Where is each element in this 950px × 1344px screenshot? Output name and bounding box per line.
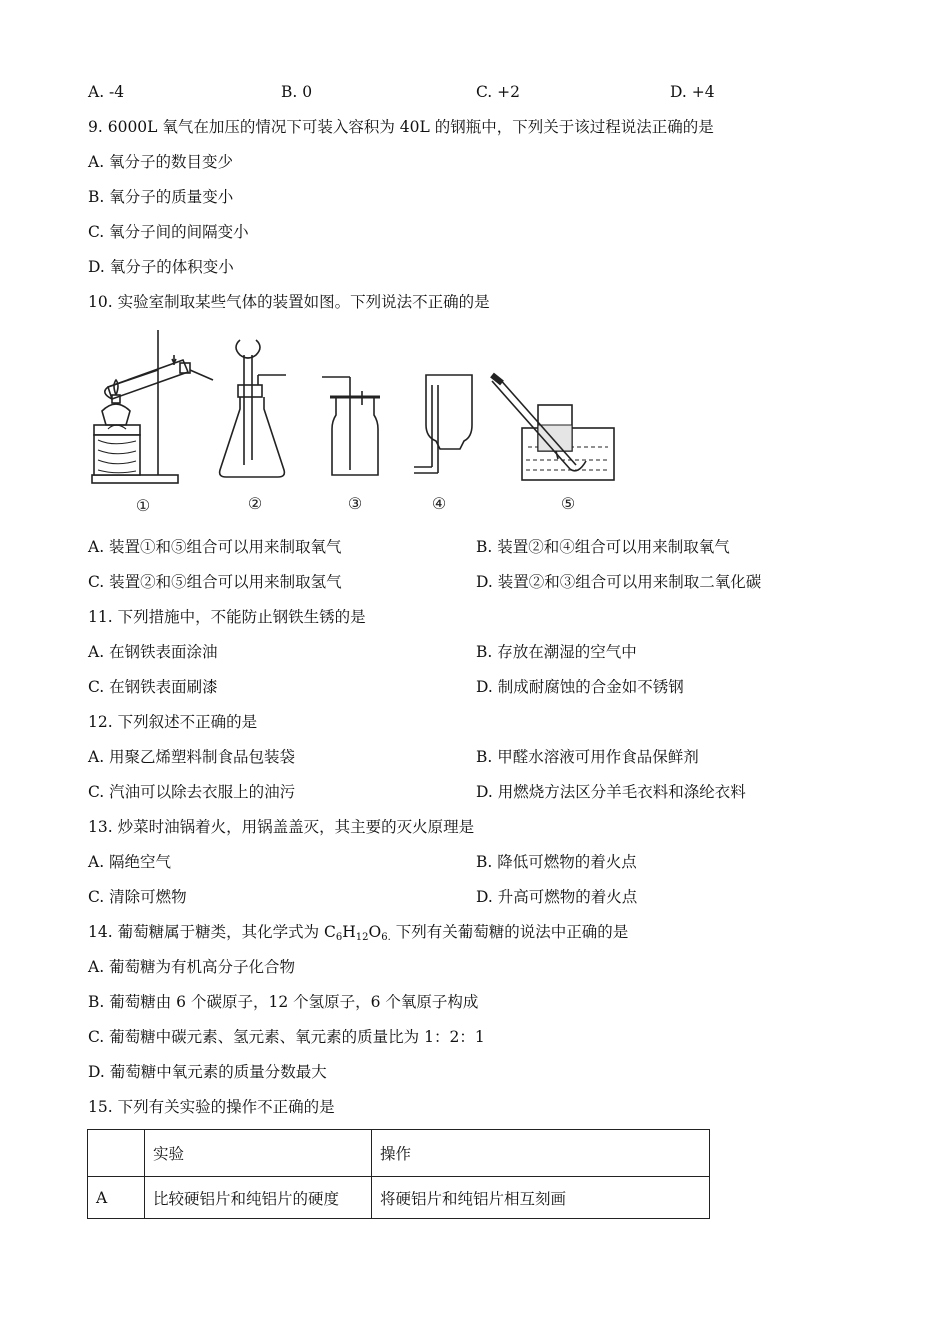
formula-o-count: 6. [381, 932, 391, 943]
q9-option-b: B. 氧分子的质量变小 [88, 188, 234, 206]
q10-option-c: C. 装置②和⑤组合可以用来制取氢气 [88, 573, 342, 591]
q15-stem: 15. 下列有关实验的操作不正确的是 [88, 1098, 335, 1116]
q8-option-b: B. 0 [281, 83, 313, 101]
q11-option-c: C. 在钢铁表面刷漆 [88, 678, 218, 696]
q11-stem: 11. 下列措施中，不能防止钢铁生锈的是 [88, 608, 366, 626]
q11-option-d: D. 制成耐腐蚀的合金如不锈钢 [476, 678, 684, 696]
q12-stem: 12. 下列叙述不正确的是 [88, 713, 258, 731]
q9-option-a: A. 氧分子的数目变少 [88, 153, 234, 171]
q13-option-d: D. 升高可燃物的着火点 [476, 888, 638, 906]
table-cell: 比较硬铝片和纯铝片的硬度 [145, 1177, 372, 1219]
figure-label-3: ③ [347, 494, 363, 513]
table-header-cell: 实验 [145, 1130, 372, 1177]
figure-label-2: ② [247, 494, 263, 513]
q10-stem: 10. 实验室制取某些气体的装置如图。下列说法不正确的是 [88, 293, 490, 311]
q8-option-c: C. +2 [476, 83, 521, 101]
q11-option-b: B. 存放在潮湿的空气中 [476, 643, 637, 661]
q10-option-d: D. 装置②和③组合可以用来制取二氧化碳 [476, 573, 762, 591]
q12-option-c: C. 汽油可以除去衣服上的油污 [88, 783, 296, 801]
q11-option-a: A. 在钢铁表面涂油 [88, 643, 218, 661]
q8-option-d: D. +4 [670, 83, 715, 101]
apparatus-2-flask-funnel [220, 340, 286, 477]
figure-label-5: ⑤ [560, 494, 576, 513]
table-header-row [88, 1130, 710, 1177]
q14-option-c: C. 葡萄糖中碳元素、氢元素、氧元素的质量比为 1：2：1 [88, 1028, 485, 1046]
q13-option-a: A. 隔绝空气 [88, 853, 172, 871]
q12-option-a: A. 用聚乙烯塑料制食品包装袋 [88, 748, 296, 766]
figure-label-1: ① [135, 496, 151, 515]
gas-apparatus-figure [88, 325, 808, 515]
q12-option-d: D. 用燃烧方法区分羊毛衣料和涤纶衣料 [476, 783, 746, 801]
table-cell: 将硬铝片和纯铝片相互刻画 [372, 1177, 710, 1219]
q14-option-d: D. 葡萄糖中氧元素的质量分数最大 [88, 1063, 327, 1081]
table-header-cell [88, 1130, 145, 1177]
q14-option-a: A. 葡萄糖为有机高分子化合物 [88, 958, 296, 976]
q8-option-a: A. -4 [88, 83, 125, 101]
q10-option-a: A. 装置①和⑤组合可以用来制取氧气 [88, 538, 342, 556]
formula-c-count: 6 [335, 932, 343, 943]
q13-stem: 13. 炒菜时油锅着火，用锅盖盖灭，其主要的灭火原理是 [88, 818, 475, 836]
q13-option-c: C. 清除可燃物 [88, 888, 187, 906]
q13-option-b: B. 降低可燃物的着火点 [476, 853, 637, 871]
q15-table [87, 1129, 710, 1219]
q12-option-b: B. 甲醛水溶液可用作食品保鲜剂 [476, 748, 699, 766]
figure-label-4: ④ [431, 494, 447, 513]
apparatus-4-inverted-bottle [414, 375, 472, 473]
formula-h-count: 12 [355, 932, 369, 943]
table-header-cell: 操作 [372, 1130, 710, 1177]
apparatus-3-gas-bottle [322, 377, 380, 475]
q9-option-c: C. 氧分子间的间隔变小 [88, 223, 249, 241]
q14-option-b: B. 葡萄糖由 6 个碳原子，12 个氢原子，6 个氧原子构成 [88, 993, 479, 1011]
q9-stem: 9. 6000L 氧气在加压的情况下可装入容积为 40L 的钢瓶中，下列关于该过程说法正确的是 [88, 118, 714, 136]
table-cell: A [88, 1177, 145, 1219]
q9-option-d: D. 氧分子的体积变小 [88, 258, 234, 276]
q10-option-b: B. 装置②和④组合可以用来制取氧气 [476, 538, 730, 556]
apparatus-5-water-trough [492, 375, 614, 480]
apparatus-1-heating-setup [92, 330, 213, 483]
table-row [88, 1177, 710, 1219]
q14-stem: 14. 葡萄糖属于糖类，其化学式为 $C_6H_{12}O_{6.}$ 下列有关葡萄糖的说法中正确的是 [88, 923, 629, 943]
